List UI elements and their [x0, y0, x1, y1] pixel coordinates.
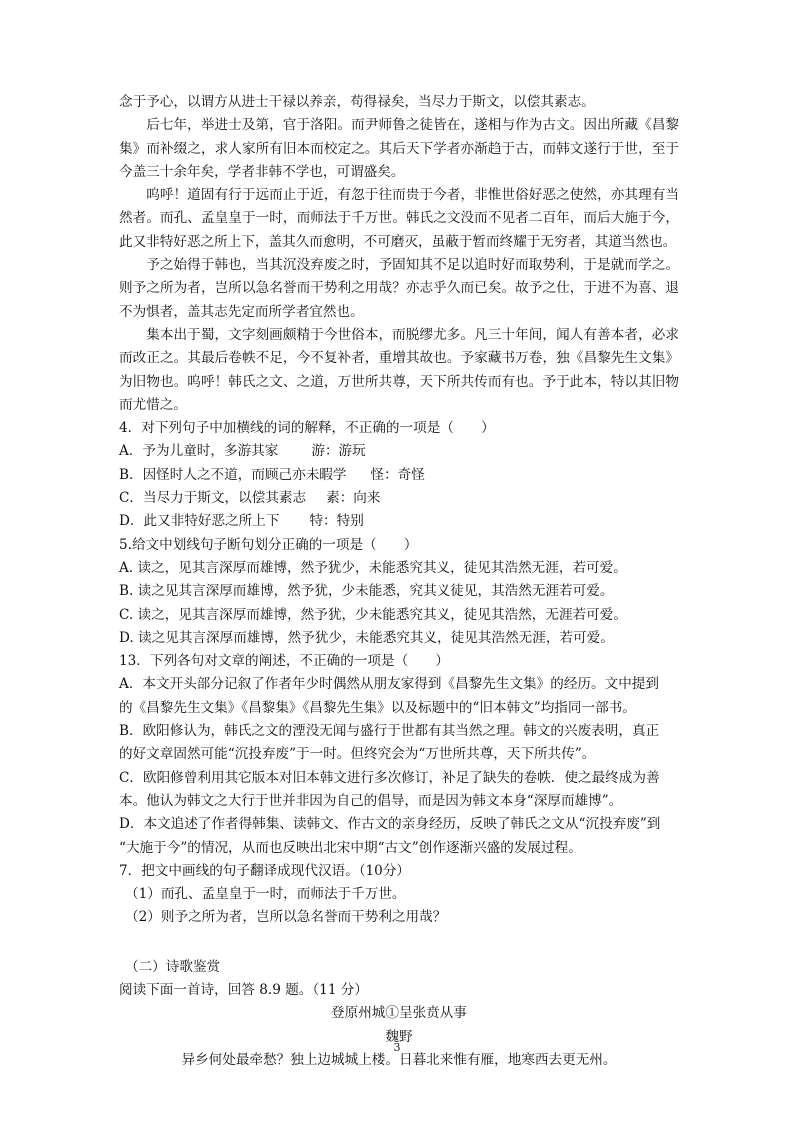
q7-stem: 7．把文中画线的句子翻译成现代汉语。（10分） — [119, 862, 411, 879]
q13-stem: 13．下列各句对文章的阐述，不正确的一项是（ ） — [119, 653, 449, 670]
q13-option-d-line2: “大施于今”的情况，从而也反映出北宋中期“古文”创作逐渐兴盛的发展过程。 — [119, 839, 582, 856]
section-gap — [119, 930, 679, 956]
q4-option-a — [119, 440, 679, 463]
q13-option-a-line1: A．本文开头部分记叙了作者年少时偶然从朋友家得到《昌黎先生文集》的经历。文中提到 — [119, 676, 659, 693]
q7-item-1: （1）而孔、孟皇皇于一时，而师法于千万世。 — [125, 886, 406, 903]
q4-option-a-text: A．予为儿童时，多游其家 — [119, 443, 279, 460]
poem-line-1: 异乡何处最牵愁？独上边城城上楼。日暮北来惟有雁，地寒西去更无州。 — [181, 1051, 617, 1068]
q13-option-c-line2: 本。他认为韩文之大行于世并非因为自己的倡导，而是因为韩文本身“深厚而雄博”。 — [119, 792, 623, 809]
q5-stem: 5.给文中划线句子断句划分正确的一项是（ ） — [119, 536, 418, 553]
q5-option-d: D. 读之见其言深厚而雄博，然予犹少，未能悉究其义，徒见其浩然无涯，若可爱。 — [119, 629, 614, 646]
q4-option-b-text: B．因怪时人之不道，而顾己亦未暇学 — [119, 466, 347, 483]
q5-option-b: B. 读之见其言深厚而雄博，然予犹，少未能悉，究其义徒见，其浩然无涯若可爱。 — [119, 583, 614, 600]
q13-option-b-line1: B．欧阳修认为，韩氏之文的湮没无闻与盛行于世都有其当然之理。韩文的兴废表明，真正 — [119, 723, 660, 740]
q4-option-b — [119, 464, 679, 487]
poem-title: 登原州城①呈张贲从事 — [331, 1005, 467, 1022]
q13-option-c-line1: C．欧阳修曾利用其它版本对旧本韩文进行多次修订，补足了缺失的卷帙．使之最终成为善 — [119, 769, 660, 786]
q4-stem: 4．对下列句子中加横线的词的解释，不正确的一项是（ ） — [119, 420, 495, 437]
q4-option-a-note: 游：游玩 — [311, 443, 366, 460]
passage-paragraph-5: 集本出于蜀，文字刻画颇精于今世俗本，而脱缪尤多。凡三十年间，闻人有善本者，必求而改正之。其最后卷帙不足，今不复补者，重增其故也。予家藏书万卷，独《昌黎先生文集》为旧物也。呜呼！韩氏之文、之道，万世所共尊，天下所共传而有也。予于此本，特以其旧物而尤惜之。 — [119, 326, 679, 413]
q5-option-c: C. 读之，见其言深厚而雄博，然予犹，少未能悉究其义，徒见其浩然，无涯若可爱。 — [119, 606, 627, 623]
q5-option-a: A. 读之，见其言深厚而雄博，然予犹少，未能悉究其义，徒见其浩然无涯，若可爱。 — [119, 559, 627, 576]
q4-option-c-text: C．当尽力于斯文，以偿其素志 — [119, 490, 307, 507]
poetry-section-title: （二）诗歌鉴赏 — [125, 958, 221, 975]
q4-option-d-note: 特：特别 — [309, 513, 364, 530]
q4-option-c — [119, 487, 679, 510]
page-content — [119, 91, 679, 1072]
q4-option-d-text: D．此又非特好恶之所上下 — [119, 513, 280, 530]
q4-option-d — [119, 510, 679, 533]
poetry-instruction: 阅读下面一首诗，回答 8.9 题。（11 分） — [119, 981, 368, 998]
poem-author: 魏野 — [385, 1028, 413, 1045]
q13-option-a-line2: 的《昌黎先生文集》《昌黎集》《昌黎先生集》以及标题中的“旧本韩文”均指同一部书。 — [119, 699, 636, 716]
q4-option-b-note: 怪：奇怪 — [370, 466, 425, 483]
q13-option-d-line1: D．本文追述了作者得韩集、读韩文、作古文的亲身经历，反映了韩氏之文从“沉投弃废”到 — [119, 816, 661, 833]
passage-paragraph-3: 呜呼！道固有行于远而止于近，有忽于往而贵于今者，非惟世俗好恶之使然，亦其理有当然者。而孔、孟皇皇于一时，而师法于千万世。韩氏之文没而不见者二百年，而后大施于今，此又非特好恶之所上下，盖其久而愈明，不可磨灭，虽蔽于暂而终耀于无穷者，其道当然也。 — [119, 187, 679, 250]
passage-paragraph-1: 念于予心，以谓方从进士干禄以养亲，苟得禄矣，当尽力于斯文，以偿其素志。 — [119, 94, 595, 110]
passage-paragraph-4: 予之始得于韩也，当其沉没弃废之时，予固知其不足以追时好而取势利，于是就而学之。则予之所为者，岂所以急名誉而干势利之用哉？亦志乎久而已矣。故予之仕，于进不为喜、退不为惧者，盖其志先定而所学者宜然也。 — [119, 257, 679, 320]
q13-option-b-line2: 的好文章固然可能“沉投弃废”于一时。但终究会为“万世所共尊，天下所共传”。 — [119, 746, 596, 763]
q4-option-c-note: 素：向来 — [326, 490, 381, 507]
q7-item-2: （2）则予之所为者，岂所以急名誉而干势利之用哉？ — [125, 909, 447, 926]
page-number: 3 — [393, 1041, 401, 1054]
passage-paragraph-2: 后七年，举进士及第，官于洛阳。而尹师鲁之徒皆在，遂相与作为古文。因出所藏《昌黎集》而补缀之，求人家所有旧本而校定之。其后天下学者亦渐趋于古，而韩文遂行于世，至于今盖三十余年矣，学者非韩不学也，可谓盛矣。 — [119, 117, 679, 180]
